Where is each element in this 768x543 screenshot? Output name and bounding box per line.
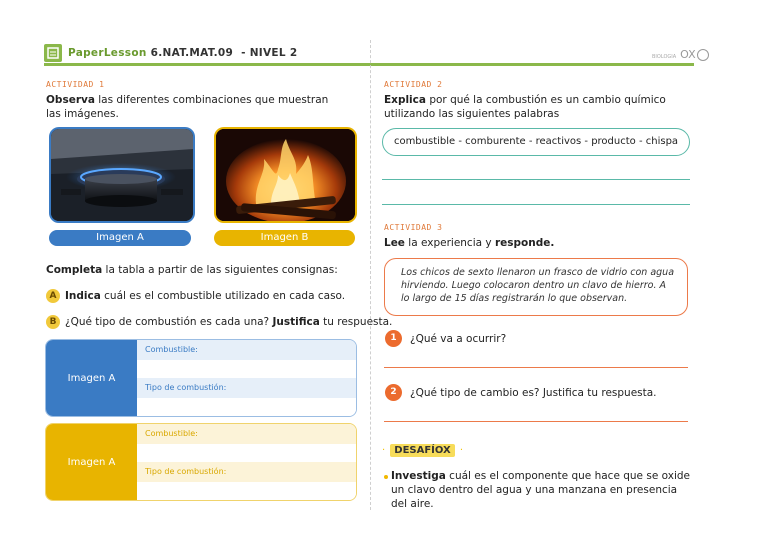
complete-text: la tabla a partir de las siguientes consignas: (102, 264, 338, 276)
image-b-label: Imagen B (214, 230, 355, 246)
table-a-fuel-label: Combustible: (137, 340, 356, 360)
logo-circle-icon (697, 49, 709, 61)
activity2-text: por qué la combustión es un cambio químico utilizando las siguientes palabras (384, 94, 666, 120)
table-a-type-answer[interactable] (137, 398, 356, 416)
instruction-a-text: cuál es el combustible utilizado en cada caso. (100, 290, 346, 302)
lesson-code: 6.NAT.MAT.09 (150, 47, 234, 59)
complete-instruction (46, 263, 356, 277)
column-divider (370, 40, 371, 510)
challenge-text (391, 469, 691, 511)
activity3-mid: la experiencia y (404, 237, 495, 249)
answer-line-2[interactable] (382, 204, 690, 205)
experience-text: Los chicos de sexto llenaron un frasco de vidrio con agua hirviendo. Luego colocaron dentro un clavo de hierro. A lo largo de 15 días registrarán lo que observan. (384, 258, 688, 316)
activity1-instruction (46, 93, 346, 121)
table-b-type-answer[interactable] (137, 482, 356, 500)
activity3-verb2: responde. (494, 237, 555, 249)
question-2-answer-line[interactable] (384, 421, 688, 422)
instruction-b-pre: ¿Qué tipo de combustión es cada una? (65, 316, 273, 328)
word-bank: combustible - comburente - reactivos - producto - chispa (382, 128, 690, 156)
lesson-level: - NIVEL 2 (241, 47, 298, 59)
question-1: ¿Qué va a ocurrir? (410, 333, 507, 345)
question-2-number: 2 (385, 384, 402, 401)
page-title (68, 47, 297, 59)
table-image-b (45, 423, 357, 501)
table-a-type-label: Tipo de combustión: (137, 378, 356, 398)
activity2-label: ACTIVIDAD 2 (384, 80, 443, 89)
logo-text: OX (680, 48, 696, 61)
challenge-verb: Investiga (391, 470, 446, 482)
question-2: ¿Qué tipo de cambio es? Justifica tu respuesta. (410, 387, 657, 399)
challenge-title: DESAFÍOX (390, 444, 454, 457)
activity1-label: ACTIVIDAD 1 (46, 80, 105, 89)
challenge-rest: cuál es el componente que hace que se oxide un clavo dentro del agua y una manzana en presencia del aire. (391, 470, 690, 510)
badge-a: A (46, 289, 60, 303)
instruction-b-verb: Justifica (272, 316, 320, 328)
table-b-type-label: Tipo de combustión: (137, 462, 356, 482)
table-a-fuel-answer[interactable] (137, 360, 356, 378)
image-b-fireplace (214, 127, 357, 223)
instruction-b-text: tu respuesta. (319, 316, 393, 328)
activity2-instruction (384, 93, 694, 121)
table-image-a (45, 339, 357, 417)
brand-logo-icon (44, 44, 62, 62)
challenge-title-wrap (382, 438, 463, 457)
activity3-lead (384, 236, 694, 250)
challenge-dash-left: · (382, 445, 386, 456)
header-divider (44, 63, 694, 66)
badge-b: B (46, 315, 60, 329)
activity1-verb: Observa (46, 94, 95, 106)
challenge-dash-right: · (459, 445, 464, 456)
instruction-a-verb: Indica (65, 290, 101, 302)
activity3-verb: Lee (384, 237, 405, 249)
question-1-number: 1 (385, 330, 402, 347)
image-a-gas-burner (49, 127, 195, 223)
image-a-label: Imagen A (49, 230, 191, 246)
challenge-bullet-icon (384, 475, 388, 479)
question-1-answer-line[interactable] (384, 367, 688, 368)
table-b-fuel-answer[interactable] (137, 444, 356, 462)
activity2-verb: Explica (384, 94, 426, 106)
ox-logo (652, 48, 709, 61)
activity3-label: ACTIVIDAD 3 (384, 223, 443, 232)
brand-name: PaperLesson (68, 47, 147, 59)
table-a-label: Imagen A (46, 340, 137, 416)
answer-line-1[interactable] (382, 179, 690, 180)
instruction-a (46, 289, 366, 303)
table-b-fuel-label: Combustible: (137, 424, 356, 444)
activity1-text: las diferentes combinaciones que muestran las imágenes. (46, 94, 329, 120)
table-b-label: Imagen A (46, 424, 137, 500)
complete-verb: Completa (46, 264, 103, 276)
logo-small-text: BIOLOGIA (652, 54, 677, 60)
instruction-b (46, 315, 393, 329)
